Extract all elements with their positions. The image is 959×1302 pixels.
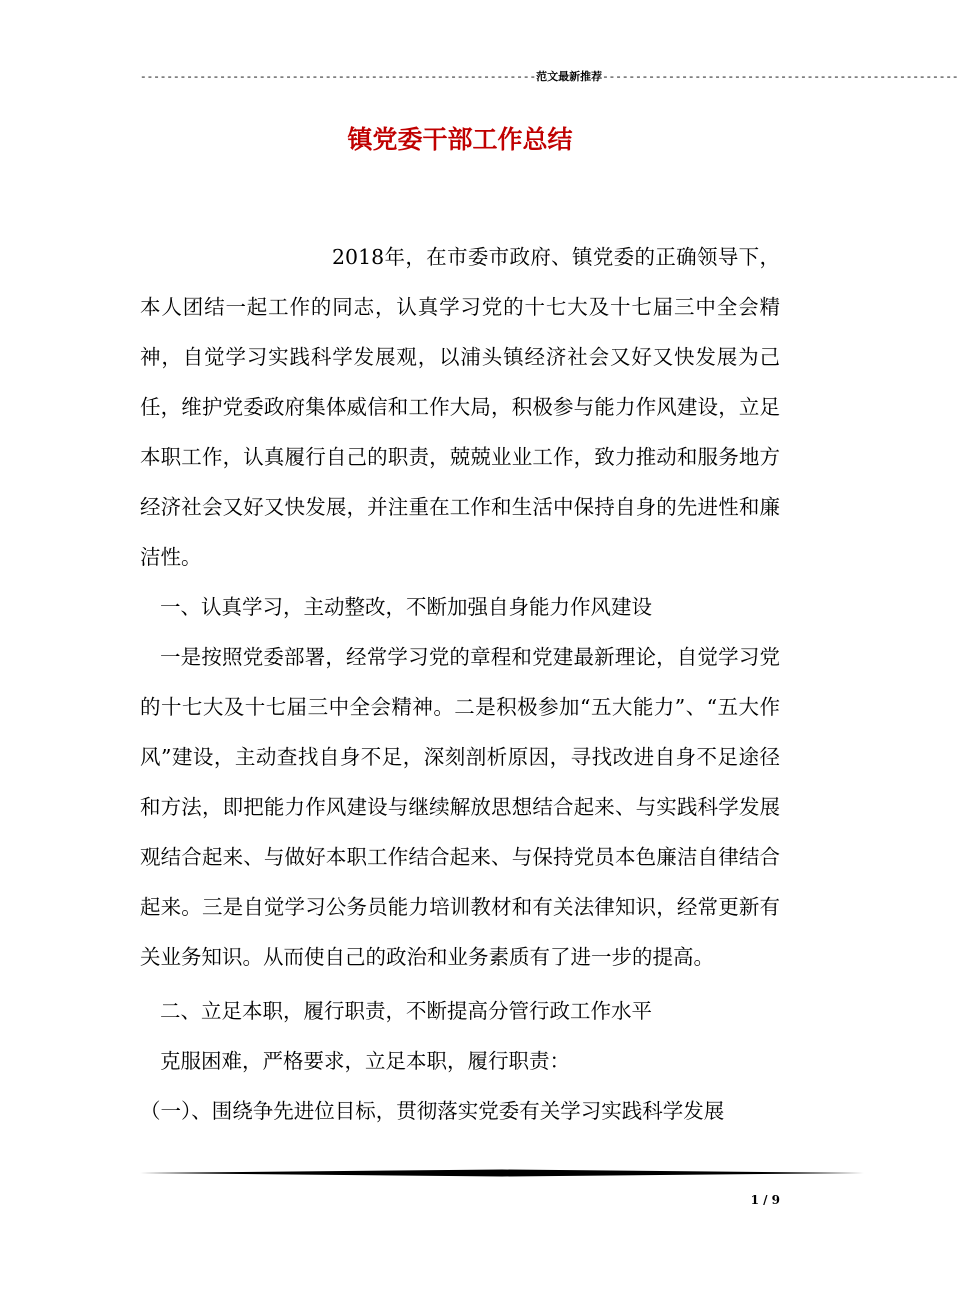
header-dashes-right: ------------------------------------------------------ bbox=[602, 72, 959, 84]
header-dashes-left: ------------------------------------------------------------ bbox=[140, 72, 537, 84]
document-body bbox=[140, 232, 780, 1136]
header-label: 范文最新推荐 bbox=[536, 70, 603, 83]
page-number: 1 / 9 bbox=[750, 1193, 780, 1207]
document-title: 镇党委干部工作总结 bbox=[347, 125, 573, 154]
paragraph-section-2: 克服困难，严格要求，立足本职，履行职责： bbox=[160, 1049, 570, 1073]
subsection-heading-1: （一）、围绕争先进位目标，贯彻落实党委有关学习实践科学发展 bbox=[140, 1099, 725, 1123]
section-heading-1: 一、认真学习，主动整改，不断加强自身能力作风建设 bbox=[160, 595, 652, 619]
paragraph-intro: 2018年，在市委市政府、镇党委的正确领导下，本人团结一起工作的同志，认真学习党的十七大及十七届三中全会精神，自觉学习实践科学发展观，以浦头镇经济社会又好又快发展为己任，维护党委政府集体威信和工作大局，积极参与能力作风建设，立足本职工作，认真履行自己的职责，兢兢业业工作，致力推动和服务地方经济社会又好又快发展，并注重在工作和生活中保持自身的先进性和廉洁性。 bbox=[140, 245, 780, 569]
section-heading-2: 二、立足本职，履行职责，不断提高分管行政工作水平 bbox=[160, 999, 652, 1023]
paragraph-section-1: 一是按照党委部署，经常学习党的章程和党建最新理论，自觉学习党的十七大及十七届三中全会精神。二是积极参加“五大能力”、“五大作风”建设，主动查找自身不足，深刻剖析原因，寻找改进自身不足途径和方法，即把能力作风建设与继续解放思想结合起来、与实践科学发展观结合起来、与做好本职工作结合起来、与保持党员本色廉洁自律结合起来。三是自觉学习公务员能力培训教材和有关法律知识，经常更新有关业务知识。从而使自己的政治和业务素质有了进一步的提高。 bbox=[140, 645, 780, 969]
footer-divider bbox=[140, 1168, 864, 1178]
page-header bbox=[140, 68, 959, 86]
